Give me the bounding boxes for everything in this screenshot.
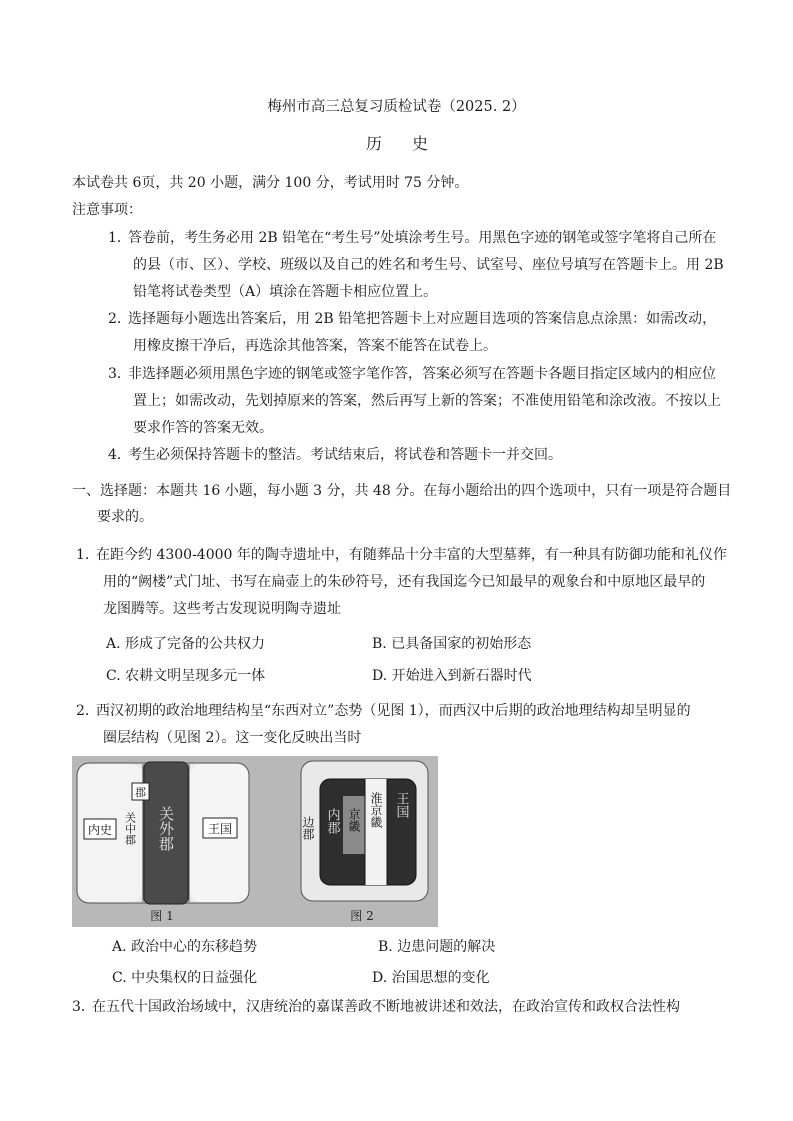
- q3-number: 3．: [72, 999, 95, 1015]
- q1-stem-line-3: 龙图腾等。这些考古发现说明陶寺遗址: [103, 601, 341, 617]
- notice-1-num: 1．: [108, 230, 131, 246]
- q2-option-d: D. 治国思想的变化: [372, 970, 490, 986]
- q2-number: 2．: [76, 703, 99, 719]
- notice-2-num: 2．: [108, 311, 131, 327]
- fig2-wangguo-label: 王国: [393, 792, 409, 818]
- figure-2-caption: 图 2: [350, 909, 374, 923]
- fig1-guanzhongjun-label: 关中郡: [123, 812, 137, 845]
- notice-4-line-1: 考生必须保持答题卡的整洁。考试结束后，将试卷和答题卡一并交回。: [128, 447, 562, 463]
- notice-2-line-2: 用橡皮擦干净后，再选涂其他答案，答案不能答在试卷上。: [133, 338, 497, 354]
- notice-heading: 注意事项：: [72, 202, 142, 218]
- notice-4-num: 4．: [108, 447, 131, 463]
- notice-3-line-3: 要求作答的答案无效。: [133, 420, 273, 436]
- q1-option-d: D. 开始进入到新石器时代: [372, 668, 532, 684]
- fig2-jingji-label: 京畿: [347, 808, 361, 832]
- q2-option-c: C. 中央集权的日益强化: [112, 970, 258, 986]
- notice-3-line-2: 置上；如需改动，先划掉原来的答案，然后再写上新的答案；不准使用铅笔和涂改液。不按以上: [133, 393, 721, 409]
- q1-option-c: C. 农耕文明呈现多元一体: [106, 668, 266, 684]
- q1-option-b: B. 已具备国家的初始形态: [372, 636, 532, 652]
- q2-option-b: B. 边患问题的解决: [378, 939, 496, 955]
- subject-char-2: 史: [412, 134, 431, 153]
- q2-stem-line-2: 圈层结构（见图 2）。这一变化反映出当时: [103, 730, 362, 746]
- exam-intro: 本试卷共 6页，共 20 小题，满分 100 分，考试用时 75 分钟。: [72, 175, 469, 191]
- q1-number: 1．: [76, 547, 99, 563]
- q2-stem-line-1: 西汉初期的政治地理结构呈“东西对立”态势（见图 1），而西汉中后期的政治地理结构却呈明显的: [96, 703, 691, 719]
- fig1-wangguo-label: 王国: [207, 822, 233, 836]
- figure-1: [77, 762, 249, 923]
- q2-option-a: A. 政治中心的东移趋势: [112, 939, 258, 955]
- notice-2-line-1: 选择题每小题选出答案后，用 2B 铅笔把答题卡上对应题目选项的答案信息点涂黑：如需改动，: [128, 311, 717, 327]
- figure-1-caption: 图 1: [150, 909, 174, 923]
- q1-stem-line-2: 用的“阙楼”式门址、书写在扁壶上的朱砂符号，还有我国迄今已知最早的观象台和中原地区最早的: [103, 574, 706, 590]
- q1-option-a: A. 形成了完备的公共权力: [106, 636, 266, 652]
- notice-1-line-3: 铅笔将试卷类型（A）填涂在答题卡相应位置上。: [133, 284, 438, 300]
- notice-1-line-1: 答卷前，考生务必用 2B 铅笔在“考生号”处填涂考生号。用黑色字迹的钢笔或签字笔将自己所在: [128, 230, 717, 246]
- notice-1-line-2: 的县（市、区）、学校、班级以及自己的姓名和考生号、试室号、座位号填写在答题卡上。用 2B: [133, 257, 724, 273]
- fig1-guanwaijun-label: 关外郡: [157, 806, 175, 851]
- exam-title: 梅州市高三总复习质检试卷（2025. 2）: [267, 99, 526, 115]
- section-1-heading-cont: 要求的。: [97, 509, 153, 525]
- figure-2: [301, 761, 428, 923]
- notice-3-num: 3．: [108, 366, 131, 382]
- fig2-neijun-label: 内郡: [324, 808, 340, 834]
- fig1-neishi-label: 内史: [87, 823, 113, 837]
- fig2-bianjun-label: 边郡: [301, 816, 315, 840]
- section-1-heading: 一、选择题：本题共 16 小题，每小题 3 分，共 48 分。在每小题给出的四个选项中，只有一项是符合题目: [72, 483, 732, 499]
- fig2-huaijingji-label: 淮京畿: [369, 792, 383, 828]
- q3-stem-line-1: 在五代十国政治场域中，汉唐统治的嘉谋善政不断地被讲述和效法，在政治宣传和政权合法性构: [92, 999, 680, 1015]
- q2-figure: [72, 756, 438, 927]
- fig1-jun-label: 郡: [135, 786, 146, 799]
- q1-stem-line-1: 在距今约 4300-4000 年的陶寺遗址中，有随葬品十分丰富的大型墓葬，有一种具有防御功能和礼仪作: [96, 547, 727, 563]
- notice-3-line-1: 非选择题必须用黑色字迹的钢笔或签字笔作答，答案必须写在答题卡各题目指定区域内的相应位: [128, 366, 716, 382]
- subject-char-1: 历: [366, 134, 385, 153]
